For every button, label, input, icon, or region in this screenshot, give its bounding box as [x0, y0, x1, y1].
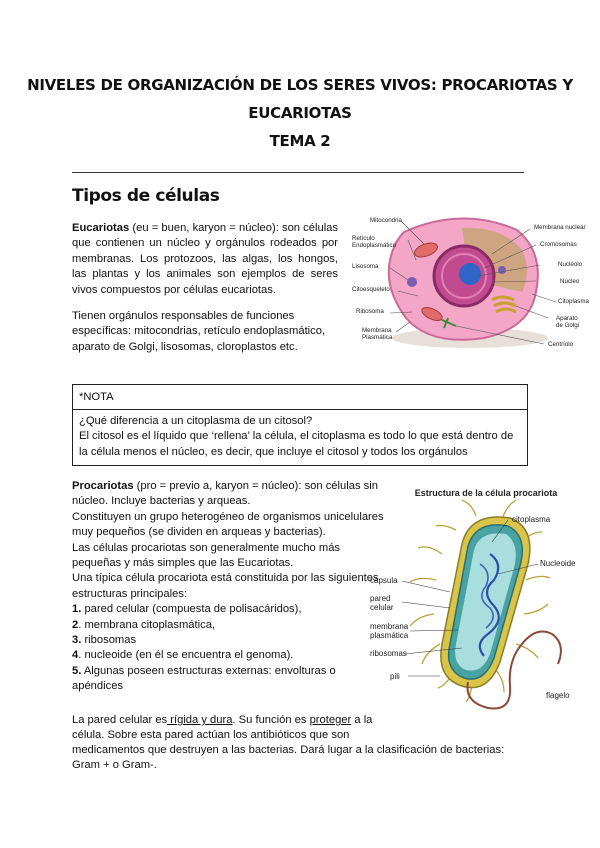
- label-pili: pili: [390, 672, 400, 681]
- note-question: ¿Qué diferencia a un citoplasma de un citosol?: [79, 415, 313, 427]
- doc-title-line2: EUCARIOTAS: [248, 104, 352, 122]
- label-membrana1: Membrana: [362, 327, 392, 334]
- label-ribosomas: ribosomas: [370, 649, 407, 658]
- label-membrana1: membrana: [370, 622, 409, 631]
- lysosome: [407, 277, 417, 287]
- structure-item: 3. ribosomas: [72, 634, 137, 647]
- cell-wall-text2: . Su función es: [232, 714, 310, 726]
- label-mitocondria: Mitocondria: [370, 217, 402, 224]
- protect: proteger: [309, 714, 352, 726]
- label-membrana2: Plasmática: [362, 334, 393, 341]
- label-lisosoma: Lisosoma: [352, 263, 379, 270]
- note-body: [73, 410, 527, 464]
- eukaryote-definition: (eu = buen, karyon = núcleo): son células que contienen un núcleo y orgánulos rodeados por membranas. Los protozoos, las algas, los hongos, las plantas y los animales son ejemplos de seres vivos compuestos por células eucariotas.: [72, 222, 338, 296]
- rigid-hard: rígida y dura: [167, 714, 233, 726]
- prokaryote-definition-line: [72, 479, 384, 510]
- cell-wall-text1: La pared celular es: [72, 714, 168, 726]
- label-membrana2: plasmática: [370, 631, 409, 640]
- prokaryote-cell-diagram: [370, 484, 592, 716]
- eukaryote-term: Eucariotas: [72, 222, 130, 234]
- label-nucleo: Núcleo: [560, 278, 580, 285]
- label-citoesqueleto: Citoesqueleto: [352, 286, 390, 293]
- eukaryote-paragraph: [72, 221, 338, 298]
- eukaryote-organelles: Tienen orgánulos responsables de funciones específicas: mitocondrias, retículo endoplasmático, aparato de Golgi, lisosomas, cloroplastos etc.: [72, 310, 326, 353]
- note-title: *NOTA: [73, 385, 527, 410]
- prokaryote-section: [72, 479, 384, 695]
- prokaryote-structure-intro: Una típica célula procariota está constituida por las siguientes estructuras principales:: [72, 572, 379, 600]
- label-citoplasma: citoplasma: [512, 515, 551, 524]
- doc-title-line1: NIVELES DE ORGANIZACIÓN DE LOS SERES VIVOS: PROCARIOTAS Y: [27, 76, 573, 94]
- prokaryote-definition: (pro = previo a, karyon = núcleo): son células sin núcleo. Incluye bacterias y arqueas.: [72, 480, 378, 508]
- nucleolus: [459, 263, 481, 285]
- prokaryote-size: Las células procariotas son generalmente mucho más pequeñas y más simples que las Eucariotas.: [72, 541, 341, 570]
- animal-cell-diagram: [352, 210, 592, 352]
- label-membrana-nuclear: Membrana nuclear: [534, 224, 586, 231]
- note-box: [72, 384, 528, 466]
- label-cromosomas: Cromosomas: [540, 241, 577, 248]
- label-ribosoma: Ribosoma: [356, 308, 384, 315]
- label-nucleoide: Nucleoide: [540, 559, 576, 568]
- label-flagelo: flagelo: [546, 691, 570, 700]
- cell-wall-line3: Gram + o Gram-.: [72, 759, 157, 771]
- label-golgi1: Aparato: [556, 315, 578, 322]
- label-golgi2: de Golgi: [556, 322, 580, 329]
- label-reticulo: Retículo: [352, 235, 375, 242]
- label-nucleolo: Nucléolo: [558, 261, 583, 268]
- label-centriolo: Centríolo: [548, 341, 574, 348]
- label-citoplasma: Citoplasma: [558, 298, 589, 305]
- divider: [72, 172, 524, 173]
- structure-item: 2. membrana citoplasmática,: [72, 618, 216, 631]
- doc-topic: TEMA 2: [269, 132, 331, 150]
- vesicle: [498, 266, 506, 274]
- prokaryote-term: Procariotas: [72, 480, 134, 492]
- cell-wall-line2: medicamentos que destruyen a las bacterias. Dará lugar a la clasificación de bacterias:: [72, 744, 505, 756]
- section-title: Tipos de células: [72, 186, 220, 206]
- cell-wall-paragraph: [72, 713, 384, 744]
- label-reticulo2: Endoplasmático: [352, 242, 397, 249]
- cell-wall-text3: a la célula. Sobre esta pared actúan los antibióticos que son: [72, 714, 373, 742]
- label-capsula: cápsula: [370, 576, 398, 585]
- structure-item: 1. pared celular (compuesta de polisacáridos),: [72, 603, 302, 616]
- prokaryote-group: Constituyen un grupo heterogéneo de organismos unicelulares muy pequeños (se dividen en arqueas y bacterias).: [72, 510, 384, 539]
- structure-item: 4. nucleoide (en él se encuentra el genoma).: [72, 649, 294, 662]
- prokaryote-figure-title: Estructura de la célula procariota: [414, 488, 558, 498]
- note-answer: El citosol es el líquido que ‘rellena’ la célula, el citoplasma es todo lo que está dentro de la célula menos el núcleo, es decir, que incluye el citosol y todos los orgánulos: [79, 430, 514, 458]
- label-pared2: celular: [370, 603, 394, 612]
- structure-item: 5. Algunas poseen estructuras externas: envolturas o apéndices: [72, 664, 336, 693]
- label-pared1: pared: [370, 594, 391, 603]
